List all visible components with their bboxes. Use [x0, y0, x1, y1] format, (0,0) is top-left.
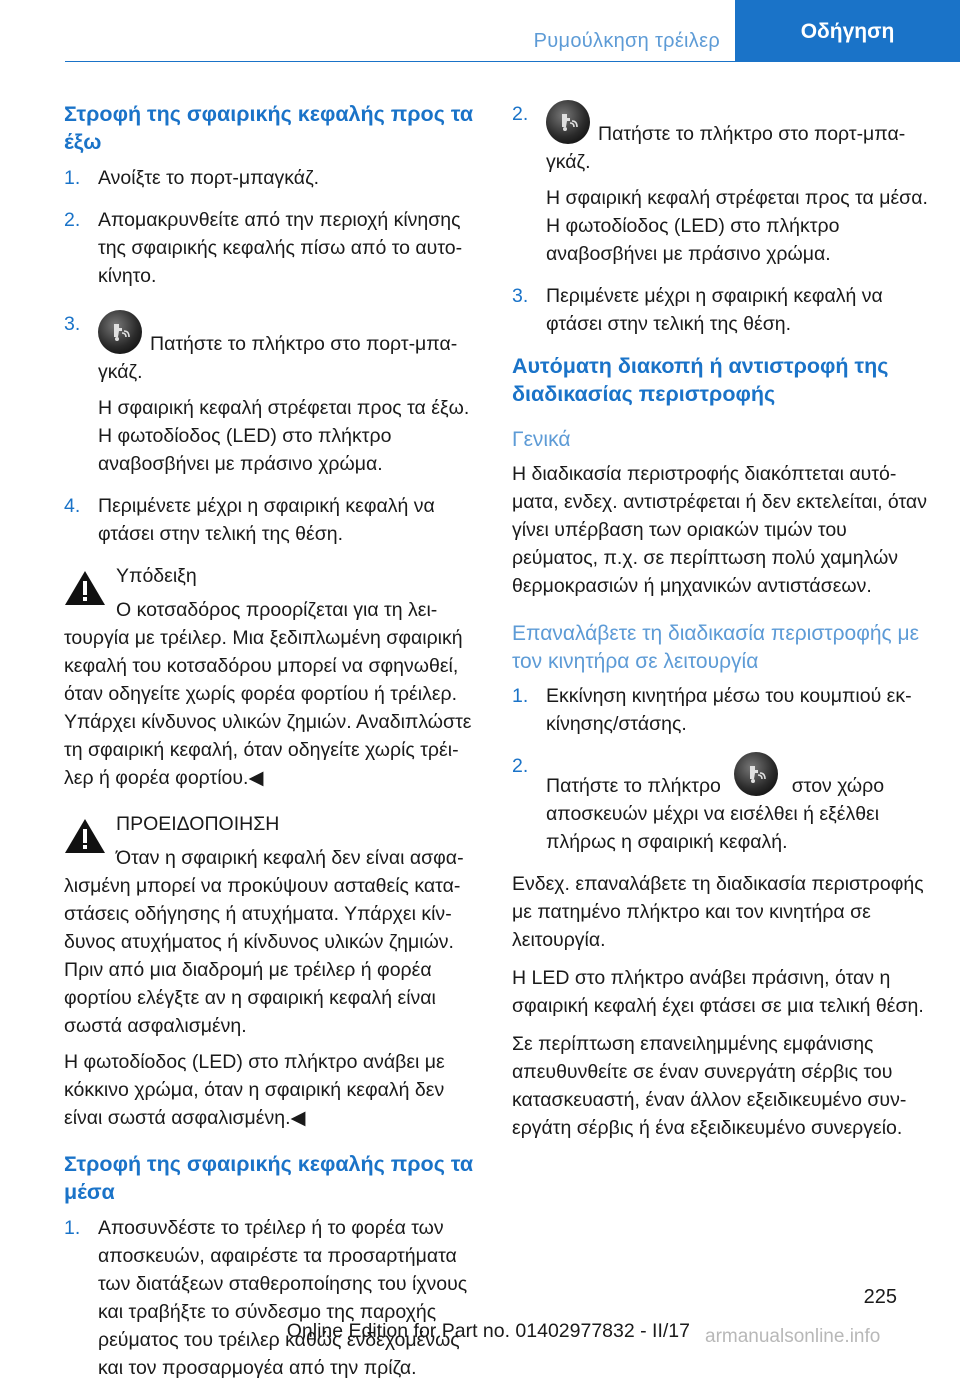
step-number: 2.: [512, 755, 529, 777]
step-text: Πατήστε το πλήκτρο στο πορτ-μπαγκάζ.: [98, 333, 458, 383]
list-item: [512, 282, 928, 338]
page-header: [0, 0, 960, 62]
list-item: [64, 206, 476, 290]
step-text: Ανοίξτε το πορτ-μπαγκάζ.: [98, 167, 320, 189]
step-number: 2.: [512, 103, 529, 125]
step-number: 4.: [64, 495, 81, 517]
left-column: [64, 100, 476, 1396]
heading-swivel-in: Στροφή της σφαιρικής κεφαλής προς τα μέσα: [64, 1152, 474, 1204]
heading-auto-stop: Αυτόματη διακοπή ή αντιστροφή της διαδικασίας περιστροφής: [512, 354, 889, 406]
note-body: Όταν η σφαιρική κεφαλή δεν είναι ασφαλισμένη μπορεί να προκύψουν ασταθείς καταστάσεις οδήγησης ή ατυχήματα. Υπάρχει κίνδυνος ατυχήματος ή κίνδυνος υλικών ζημιών. Πριν από μια διαδρομή με τρέιλερ ή φορέα φορτίου ελέγξτε αν η σφαιρική κεφαλή είναι σωστά ασφαλισμένη.: [64, 847, 464, 1037]
step-text-end: στον χώρο αποσκευών μέχρι να εισέλθει ή εξέλθει πλήρως η σφαιρική κεφαλή.: [546, 775, 885, 853]
trailer-hitch-button-icon: [546, 100, 590, 144]
page-footer: [0, 1282, 960, 1362]
hint-note: [64, 562, 476, 792]
right-column: [512, 100, 928, 1152]
step-text: Εκκίνηση κινητήρα μέσω του κουμπιού εκκίνησης/στάσης.: [546, 685, 912, 735]
section-tab: Οδήγηση: [735, 0, 960, 62]
note-title: ΠΡΟΕΙΔΟΠΟΙΗΣΗ: [116, 813, 280, 835]
heading-swivel-out: Στροφή της σφαιρικής κεφαλής προς τα έξω: [64, 102, 474, 154]
repeat-steps: [512, 682, 928, 856]
step-text-start: Πατήστε το πλήκτρο: [546, 775, 721, 797]
trailer-hitch-button-icon: [734, 752, 778, 796]
header-rule: [65, 61, 960, 62]
paragraph-service: Σε περίπτωση επανειλημμένης εμφάνισης απευθυνθείτε σε έναν συνεργάτη σέρβις του κατασκευαστή, έναν άλλον εξειδικευμένο συνεργάτη σέρβις ή ένα εξειδικευμένο συνεργείο.: [512, 1033, 907, 1139]
warning-triangle-icon: [64, 570, 106, 614]
list-item: [512, 682, 928, 738]
step-text: Πατήστε το πλήκτρο στο πορτ-μπαγκάζ.: [546, 123, 906, 173]
note-body: Ο κοτσαδόρος προορίζεται για τη λειτουργία με τρέιλερ. Μια ξεδιπλωμένη σφαιρική κεφαλή του κοτσαδόρου μπορεί να σφηνωθεί, όταν οδηγείτε χωρίς φορέα φορτίου ή τρέιλερ. Υπάρχει κίνδυνος υλικών ζημιών. Αναδιπλώστε τη σφαιρική κεφαλή, όταν οδηγείτε χωρίς τρέιλερ ή φορέα φορτίου.◀: [64, 599, 472, 789]
swivel-out-steps: [64, 164, 476, 548]
step-text: Περιμένετε μέχρι η σφαιρική κεφαλή να φτάσει στην τελική της θέση.: [98, 495, 435, 545]
paragraph-repeat: Ενδεχ. επαναλάβετε τη διαδικασία περιστροφής με πατημένο πλήκτρο και τον κινητήρα σε λειτουργία.: [512, 873, 924, 951]
edition-text: Online Edition for Part no. 01402977832 - II/17: [286, 1320, 690, 1342]
heading-general: Γενικά: [512, 428, 571, 451]
note-title: Υπόδειξη: [116, 565, 197, 587]
step-number: 1.: [64, 1217, 81, 1239]
note-body-continued: Η φωτοδίοδος (LED) στο πλήκτρο ανάβει με κόκκινο χρώμα, όταν η σφαιρική κεφαλή δεν είναι σωστά ασφαλισμένη.◀: [64, 1051, 445, 1129]
list-item: [64, 492, 476, 548]
list-item: [512, 100, 928, 268]
paragraph-led: Η LED στο πλήκτρο ανάβει πράσινη, όταν η σφαιρική κεφαλή έχει φτάσει σε μια τελική θέση.: [512, 967, 924, 1017]
trailer-hitch-button-icon: [98, 310, 142, 354]
step-text: Περιμένετε μέχρι η σφαιρική κεφαλή να φτάσει στην τελική της θέση.: [546, 285, 883, 335]
step-number: 1.: [64, 167, 81, 189]
step-number: 2.: [64, 209, 81, 231]
step-text: Αποσυνδέστε το τρέιλερ ή το φορέα των αποσκευών, αφαιρέστε τα προσαρτήματα των διατάξεων σταθεροποίησης του ίχνους και τραβήξτε το σύνδεσμο της παροχής ρεύματος του τρέιλερ καθώς ενδεχομένως και τον προσαρμογέα από την πρίζα.: [98, 1217, 468, 1379]
watermark: armanualsonline.info: [705, 1326, 881, 1347]
warning-triangle-icon: [64, 818, 106, 862]
list-item: [64, 164, 476, 192]
warning-note: [64, 810, 476, 1132]
heading-repeat: Επαναλάβετε τη διαδικασία περιστροφής με τον κινητήρα σε λειτουργία: [512, 622, 919, 673]
breadcrumb: Ρυμούλκηση τρέιλερ: [533, 30, 720, 52]
page-number: 225: [863, 1286, 897, 1308]
swivel-in-steps-continued: [512, 100, 928, 338]
step-text: Απομακρυνθείτε από την περιοχή κίνησης της σφαιρικής κεφαλής πίσω από το αυτοκίνητο.: [98, 209, 463, 287]
step-number: 3.: [64, 313, 81, 335]
list-item: [512, 752, 928, 856]
step-result: Η σφαιρική κεφαλή στρέφεται προς τα μέσα. Η φωτοδίοδος (LED) στο πλήκτρο αναβοσβήνει με πράσινο χρώμα.: [546, 187, 928, 265]
step-number: 3.: [512, 285, 529, 307]
general-paragraph: Η διαδικασία περιστροφής διακόπτεται αυτόματα, ενδεχ. αντιστρέφεται ή δεν εκτελείται, όταν γίνει υπέρβαση των οριακών τιμών του ρεύματος, π.χ. σε περίπτωση πολύ χαμηλών θερμοκρασιών ή μηχανικών αντιστάσεων.: [512, 463, 927, 597]
step-result: Η σφαιρική κεφαλή στρέφεται προς τα έξω. Η φωτοδίοδος (LED) στο πλήκτρο αναβοσβήνει με πράσινο χρώμα.: [98, 397, 470, 475]
list-item: [64, 310, 476, 478]
step-number: 1.: [512, 685, 529, 707]
